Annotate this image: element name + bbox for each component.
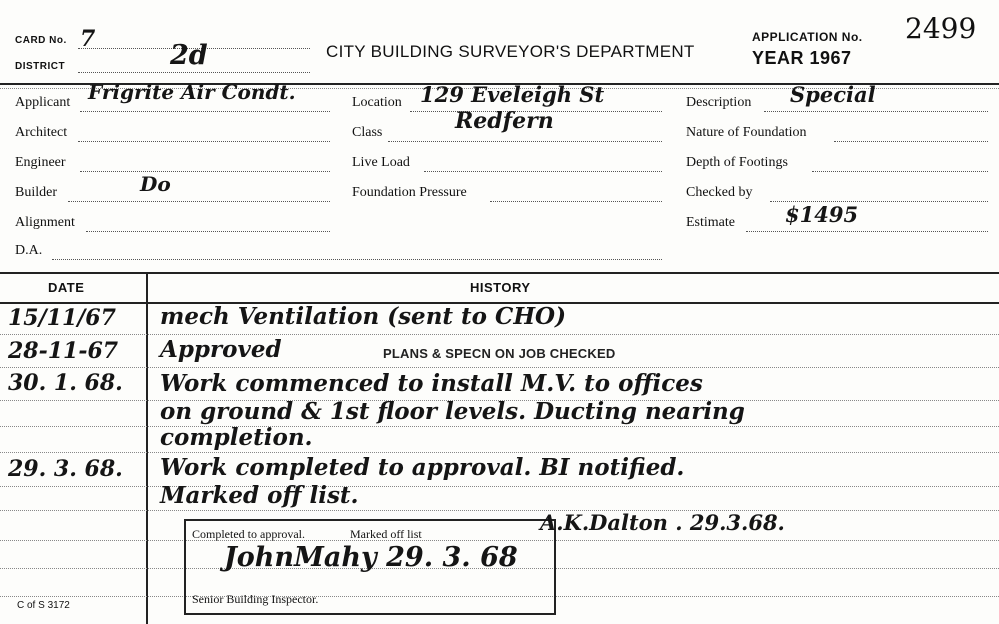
history-text: on ground & 1st floor levels. Ducting nearing bbox=[160, 398, 745, 425]
class-label: Class bbox=[352, 125, 383, 140]
location-value: 129 Eveleigh St bbox=[420, 82, 605, 107]
nature-of-foundation-label: Nature of Foundation bbox=[686, 125, 807, 140]
live-load-dots bbox=[424, 171, 662, 172]
engineer-label: Engineer bbox=[15, 155, 66, 170]
estimate-label: Estimate bbox=[686, 215, 735, 230]
builder-dots bbox=[68, 201, 330, 202]
inspector-signature: JohnMahy 29. 3. 68 bbox=[224, 542, 518, 573]
completed-label: Completed to approval. bbox=[192, 527, 305, 541]
da-label: D.A. bbox=[15, 243, 43, 258]
engineer-dots bbox=[80, 171, 330, 172]
history-text: Marked off list. bbox=[160, 482, 359, 509]
form-code: C of S 3172 bbox=[17, 600, 70, 611]
class-dots bbox=[388, 141, 662, 142]
application-number: 2499 bbox=[905, 12, 977, 45]
history-text: mech Ventilation (sent to CHO) bbox=[160, 303, 566, 330]
history-date: 29. 3. 68. bbox=[8, 456, 123, 482]
live-load-label: Live Load bbox=[352, 155, 410, 170]
nature-of-foundation-dots bbox=[834, 141, 988, 142]
year-label: YEAR 1967 bbox=[752, 48, 852, 68]
district-dots bbox=[78, 72, 310, 73]
estimate-value: $1495 bbox=[785, 202, 859, 227]
location-label: Location bbox=[352, 95, 402, 110]
ruled-line bbox=[0, 367, 999, 368]
inspector-label: Senior Building Inspector. bbox=[192, 592, 319, 606]
history-date: 30. 1. 68. bbox=[8, 370, 123, 396]
district-label: DISTRICT bbox=[15, 61, 66, 72]
checked-by-label: Checked by bbox=[686, 185, 753, 200]
ruled-line bbox=[0, 334, 999, 335]
history-text: Work completed to approval. BI notified. bbox=[160, 454, 685, 481]
department-title: CITY BUILDING SURVEYOR'S DEPARTMENT bbox=[326, 42, 695, 61]
marked-off-label: Marked off list bbox=[350, 527, 422, 541]
history-header: HISTORY bbox=[470, 280, 531, 295]
builder-value: Do bbox=[140, 172, 171, 196]
card-no-value: 7 bbox=[80, 26, 96, 52]
foundation-pressure-dots bbox=[490, 201, 662, 202]
date-header: DATE bbox=[48, 280, 85, 295]
builder-label: Builder bbox=[15, 185, 57, 200]
marked-off-signature: A.K.Dalton . 29.3.68. bbox=[540, 510, 785, 535]
estimate-dots bbox=[746, 231, 988, 232]
ruled-line bbox=[0, 426, 999, 427]
history-text: completion. bbox=[160, 424, 313, 451]
table-top-border bbox=[0, 272, 999, 274]
da-dots bbox=[52, 259, 662, 260]
applicant-label: Applicant bbox=[15, 95, 71, 110]
description-dots bbox=[764, 111, 988, 112]
class-value: Redfern bbox=[455, 108, 554, 134]
ruled-line bbox=[0, 510, 999, 511]
architect-dots bbox=[78, 141, 330, 142]
description-value: Special bbox=[790, 82, 876, 107]
ruled-line bbox=[0, 452, 999, 453]
foundation-pressure-label: Foundation Pressure bbox=[352, 185, 467, 200]
depth-of-footings-dots bbox=[812, 171, 988, 172]
applicant-dots bbox=[80, 111, 330, 112]
card-no-label: CARD No. bbox=[15, 35, 67, 46]
applicant-value: Frigrite Air Condt. bbox=[88, 80, 296, 104]
history-date: 15/11/67 bbox=[8, 305, 116, 331]
district-value: 2d bbox=[170, 40, 208, 71]
plans-checked-stamp: PLANS & SPECN ON JOB CHECKED bbox=[383, 346, 616, 361]
history-date: 28-11-67 bbox=[8, 338, 119, 364]
depth-of-footings-label: Depth of Footings bbox=[686, 155, 788, 170]
architect-label: Architect bbox=[15, 125, 68, 140]
application-label: APPLICATION No. bbox=[752, 30, 863, 44]
description-label: Description bbox=[686, 95, 752, 110]
alignment-dots bbox=[86, 231, 330, 232]
history-text: Work commenced to install M.V. to offices bbox=[160, 370, 703, 397]
date-column-divider bbox=[146, 272, 148, 624]
history-text: Approved bbox=[160, 336, 282, 363]
alignment-label: Alignment bbox=[15, 215, 75, 230]
ruled-line bbox=[0, 486, 999, 487]
